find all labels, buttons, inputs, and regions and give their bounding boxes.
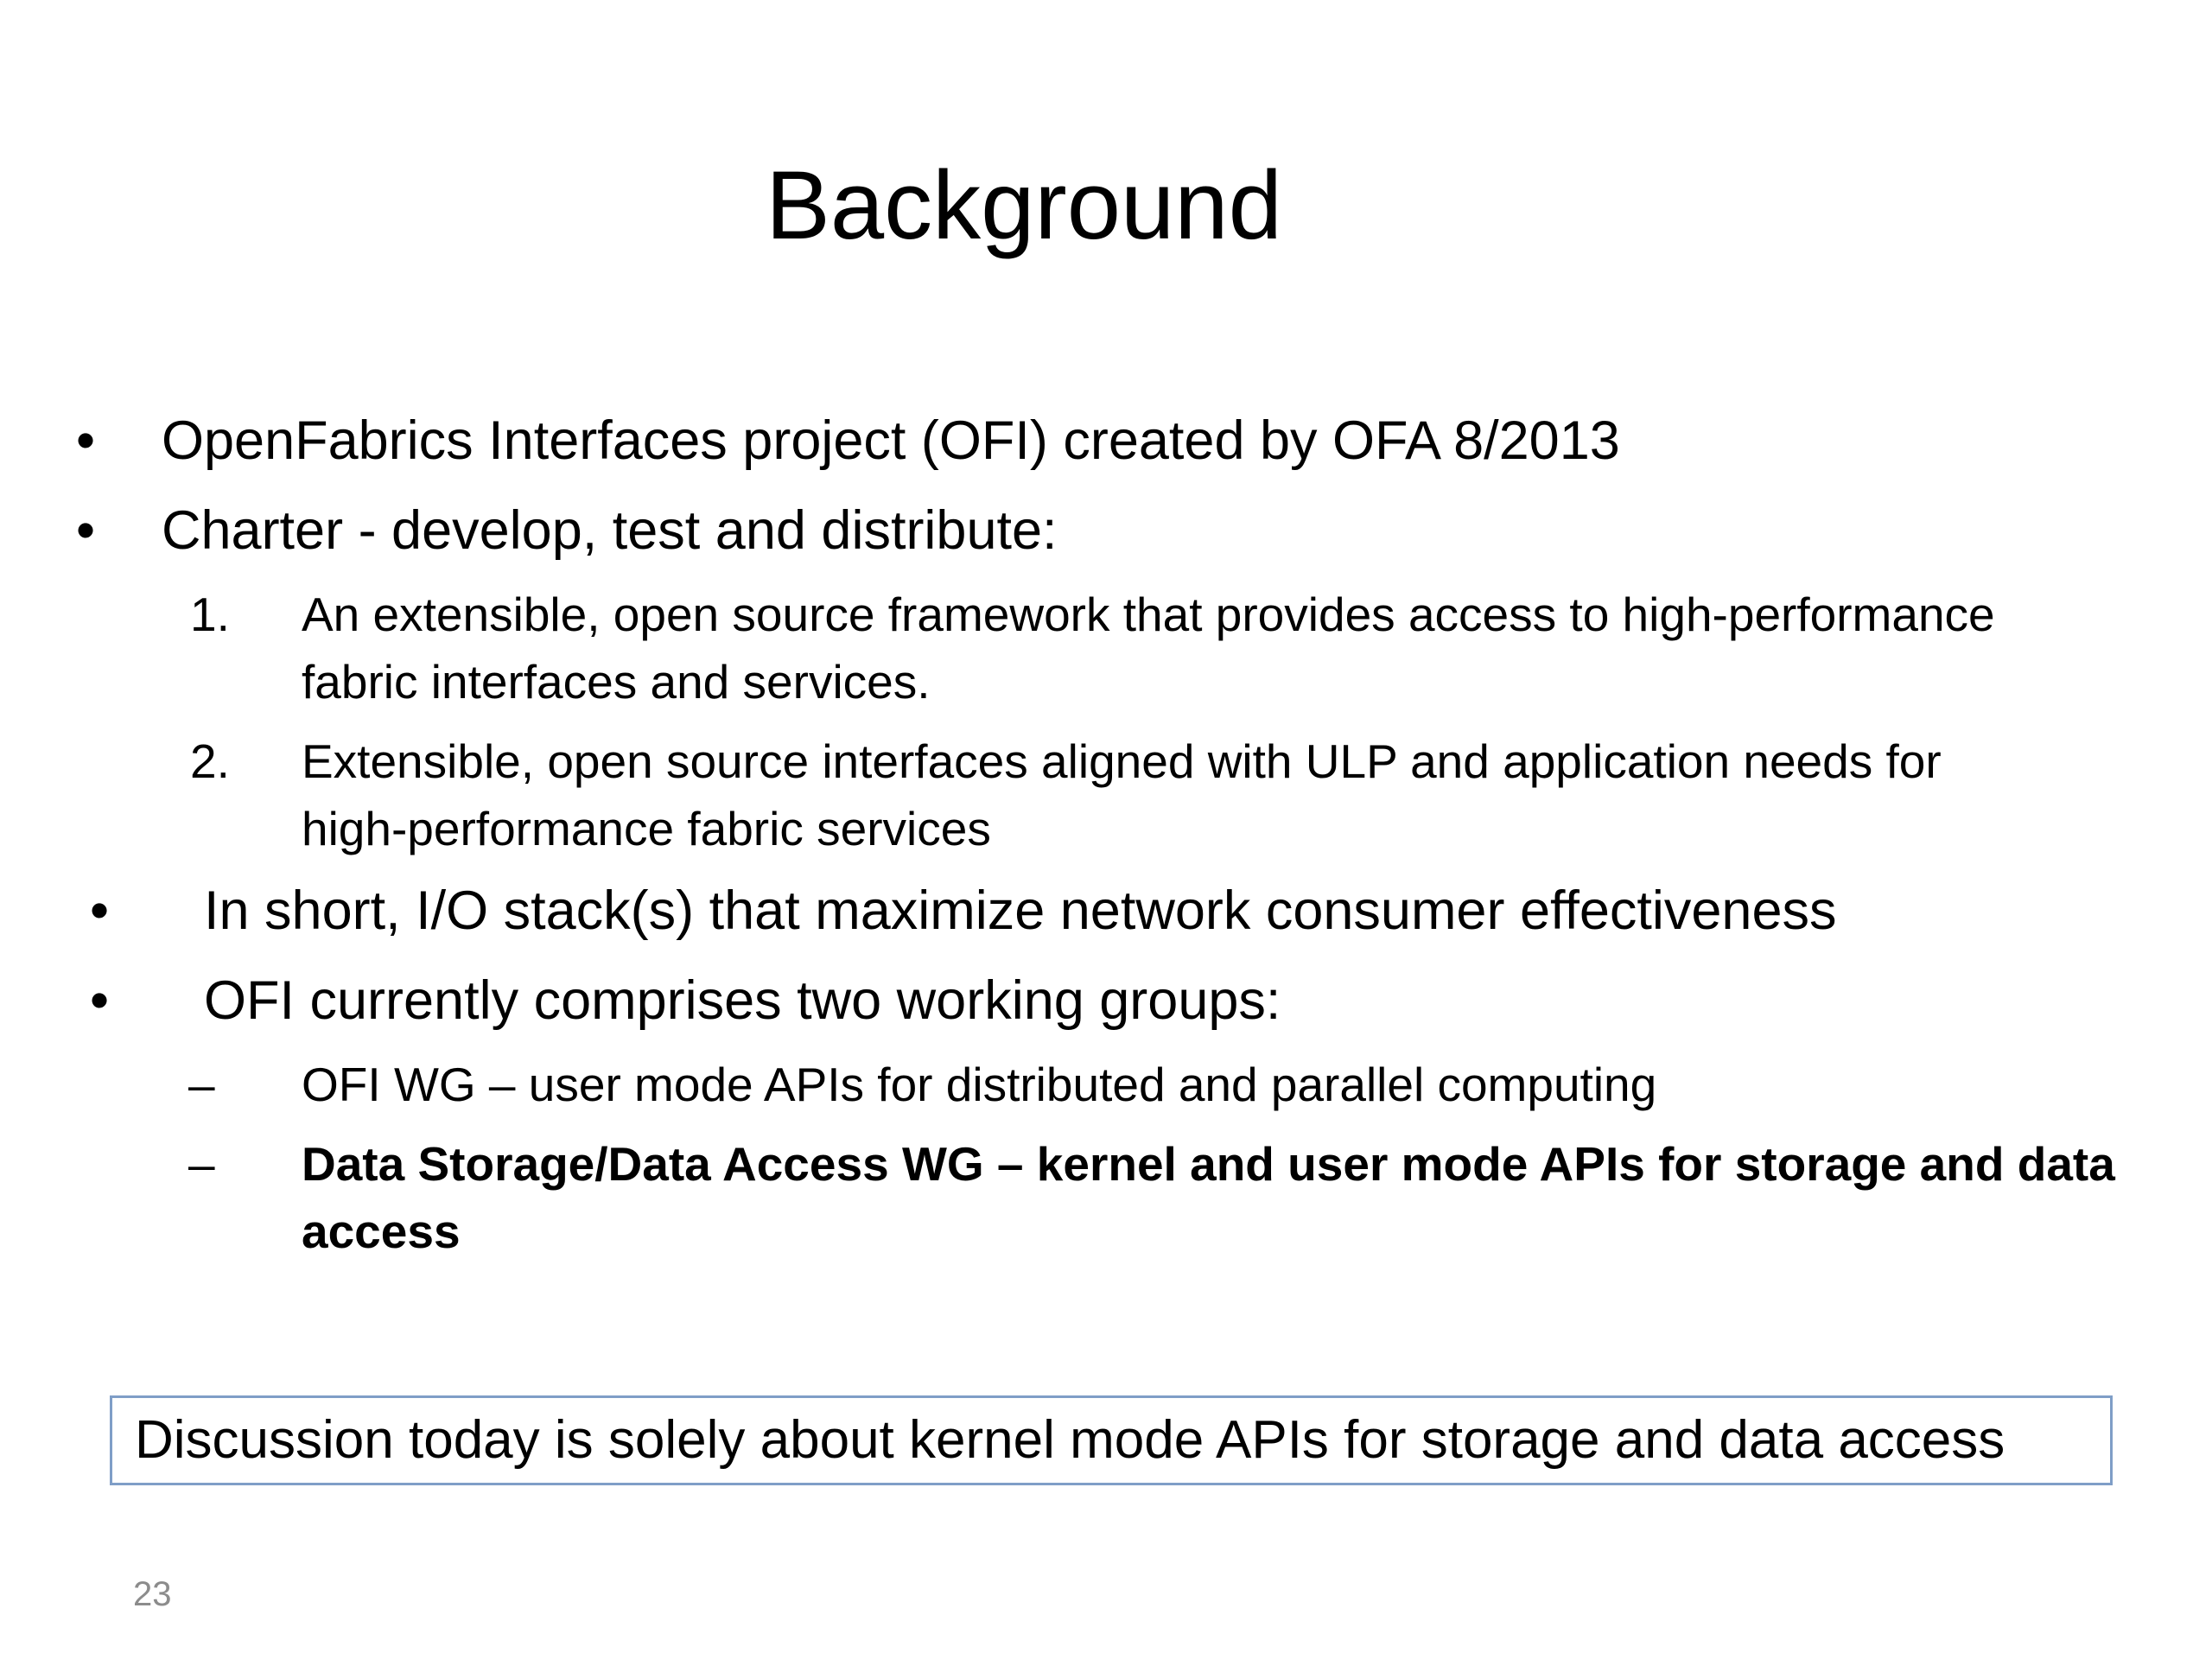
bullet-marker: • (76, 410, 96, 471)
bullet-text: Charter - develop, test and distribute: (162, 500, 1058, 561)
bullet-marker: • (90, 880, 110, 941)
numbered-item-line: Extensible, open source interfaces aligned with ULP and application needs for (302, 734, 1942, 788)
number-marker: 2. (190, 734, 230, 788)
dash-text-line: access (302, 1205, 461, 1258)
dash-marker: – (188, 1137, 215, 1191)
numbered-item-line: fabric interfaces and services. (302, 655, 931, 709)
page-number: 23 (133, 1575, 172, 1613)
callout-text: Discussion today is solely about kernel mode APIs for storage and data access (135, 1410, 2005, 1470)
discussion-callout-box (110, 1395, 2113, 1485)
numbered-item-line: An extensible, open source framework that provides access to high-performance (302, 588, 1995, 641)
numbered-item-line: high-performance fabric services (302, 802, 991, 855)
slide-title: Background (766, 151, 1282, 259)
bullet-text: OFI currently comprises two working groups: (204, 970, 1281, 1031)
bullet-text: OpenFabrics Interfaces project (OFI) created by OFA 8/2013 (162, 410, 1620, 471)
number-marker: 1. (190, 588, 230, 641)
dash-text: OFI WG – user mode APIs for distributed and parallel computing (302, 1058, 1657, 1111)
dash-text-line: Data Storage/Data Access WG – kernel and user mode APIs for storage and data (302, 1137, 2115, 1191)
bullet-marker: • (76, 500, 96, 561)
bullet-marker: • (90, 970, 110, 1031)
bullet-text: In short, I/O stack(s) that maximize network consumer effectiveness (204, 880, 1837, 941)
dash-marker: – (188, 1058, 215, 1111)
